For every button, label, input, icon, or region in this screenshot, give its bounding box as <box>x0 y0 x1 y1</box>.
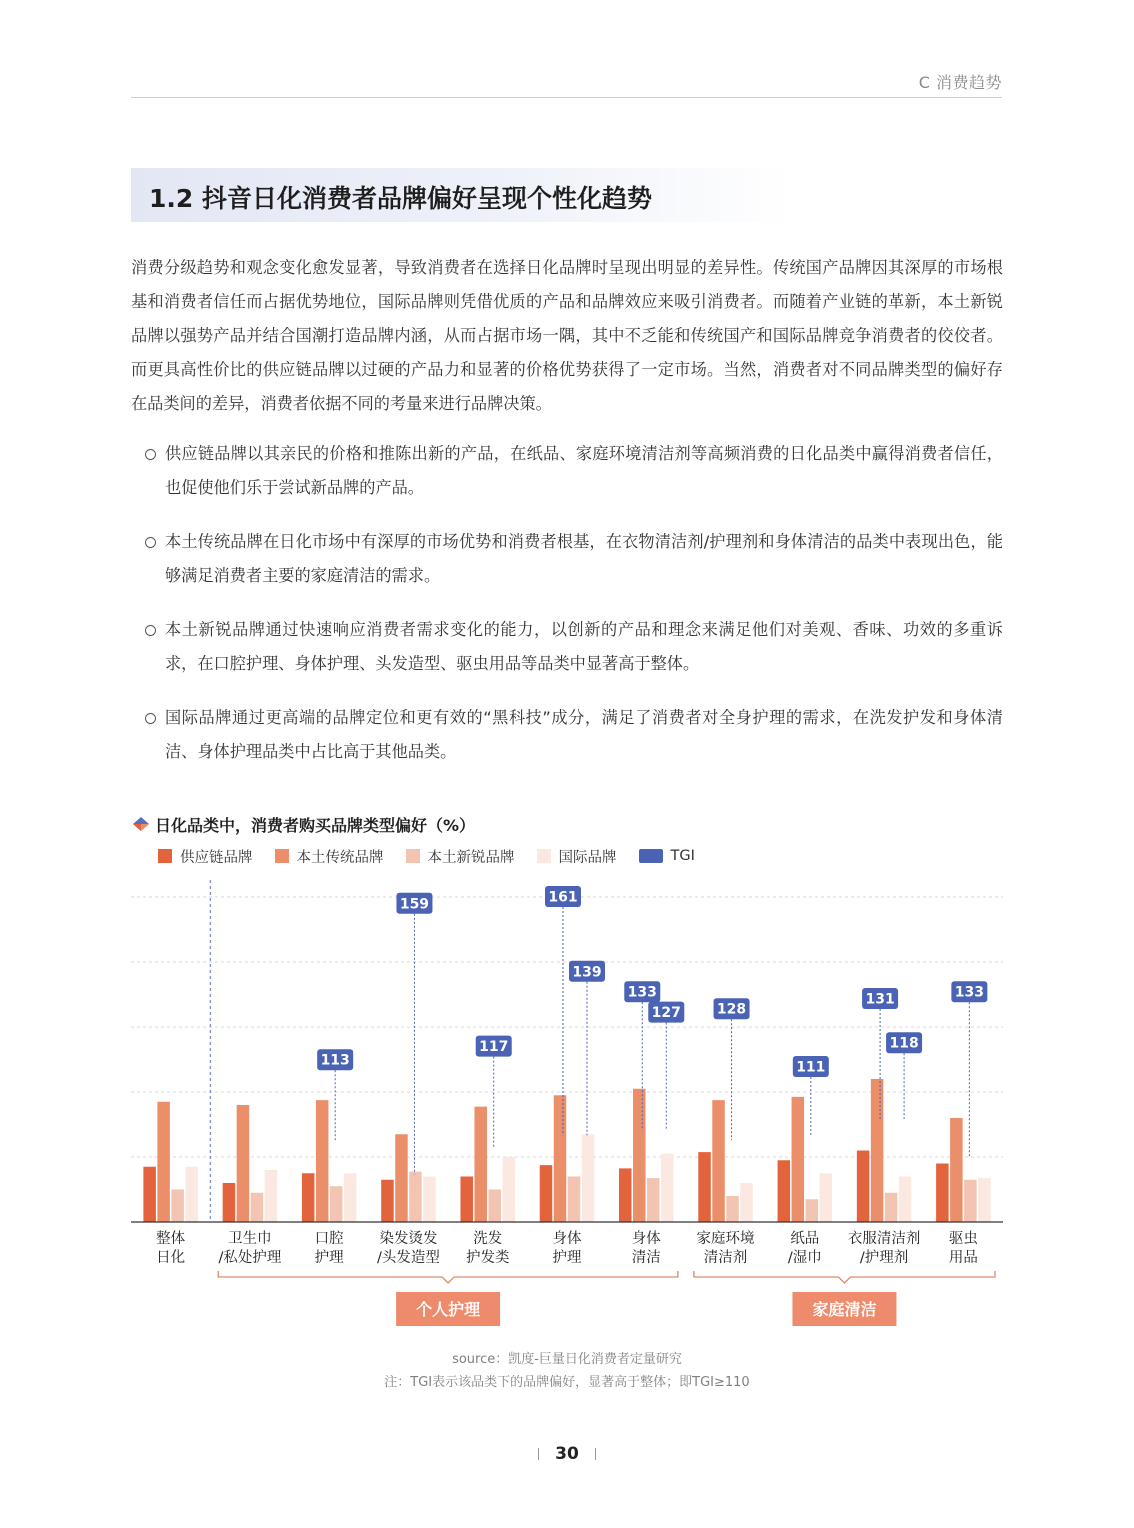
tgi-label: 113 <box>320 1052 350 1069</box>
bar <box>381 1180 394 1222</box>
page-number: 30 <box>555 1444 579 1464</box>
bar <box>726 1196 739 1222</box>
bar <box>712 1100 725 1222</box>
bar <box>251 1193 264 1222</box>
tgi-label: 139 <box>572 964 602 981</box>
bar <box>633 1089 646 1222</box>
group-bracket <box>218 1271 678 1283</box>
group-label: 家庭清洁 <box>812 1300 877 1319</box>
chart-title: 日化品类中，消费者购买品牌类型偏好（%） <box>155 816 476 835</box>
category-label: 衣服清洁剂 <box>847 1231 921 1247</box>
category-label: 驱虫 <box>948 1231 978 1247</box>
bar <box>698 1152 711 1222</box>
category-label: 家庭环境 <box>696 1231 755 1247</box>
bar <box>950 1118 963 1222</box>
bar <box>143 1167 156 1222</box>
bar <box>964 1180 977 1222</box>
category-label: 整体 <box>156 1231 186 1247</box>
bar <box>936 1164 949 1223</box>
bar <box>806 1199 819 1222</box>
bar <box>778 1160 791 1222</box>
intro-paragraph: 消费分级趋势和观念变化愈发显著，导致消费者在选择日化品牌时呈现出明显的差异性。传统国产品牌因其深厚的市场根基和消费者信任而占据优势地位，国际品牌则凭借优质的产品和品牌效应来吸引消费者。而随着产业链的革新，本土新锐品牌以强势产品并结合国潮打造品牌内涵，从而占据市场一隅，其中不乏能和传统国产和国际品牌竞争消费者的佼佼者。而更具高性价比的供应链品牌以过硬的产品力和显著的价格优势获得了一定市场。当然，消费者对不同品牌类型的偏好存在品类间的差异，消费者依据不同的考量来进行品牌决策。 <box>131 258 1003 413</box>
category-label: 清洁剂 <box>703 1250 748 1266</box>
legend-label: TGI <box>670 848 695 864</box>
legend-label: 本土新锐品牌 <box>427 849 515 866</box>
category-label: /护理剂 <box>859 1250 909 1266</box>
bullet-text: 本土传统品牌在日化市场中有深厚的市场优势和消费者根基，在衣物清洁剂/护理剂和身体清洁的品类中表现出色，能够满足消费者主要的家庭清洁的需求。 <box>165 532 1003 585</box>
category-label: 身体 <box>631 1231 661 1247</box>
bar <box>792 1097 805 1222</box>
tgi-label: 117 <box>479 1039 509 1056</box>
bar <box>423 1177 436 1223</box>
legend-label: 本土传统品牌 <box>296 849 384 866</box>
bar <box>885 1193 898 1222</box>
bar <box>871 1079 884 1222</box>
legend-label: 国际品牌 <box>558 849 617 866</box>
category-label: 护发类 <box>465 1250 510 1266</box>
bar <box>330 1186 343 1222</box>
tgi-label: 118 <box>889 1035 919 1052</box>
category-label: 身体 <box>552 1231 582 1247</box>
category-label: 口腔 <box>314 1231 344 1247</box>
bar <box>899 1177 912 1223</box>
bar <box>661 1154 674 1222</box>
bar <box>820 1173 833 1222</box>
bullet-text: 本土新锐品牌通过快速响应消费者需求变化的能力，以创新的产品和理念来满足他们对美观、香味、功效的多重诉求，在口腔护理、身体护理、头发造型、驱虫用品等品类中显著高于整体。 <box>165 620 1003 673</box>
legend-label: 供应链品牌 <box>180 849 253 866</box>
category-label: 染发烫发 <box>379 1231 438 1247</box>
source-note: source：凯度-巨量日化消费者定量研究 <box>452 1352 682 1367</box>
category-label: /私处护理 <box>218 1250 282 1266</box>
bar <box>488 1190 501 1223</box>
footnote: 注：TGI表示该品类下的品牌偏好，显著高于整体；即TGI≥110 <box>384 1375 750 1390</box>
tgi-label: 133 <box>954 984 984 1001</box>
section-title: 1.2 抖音日化消费者品牌偏好呈现个性化趋势 <box>149 184 652 213</box>
tgi-label: 161 <box>548 889 578 906</box>
bar <box>978 1178 991 1222</box>
group-label: 个人护理 <box>416 1300 481 1319</box>
tgi-label: 159 <box>399 896 430 913</box>
bar <box>582 1134 595 1222</box>
bar <box>171 1190 184 1223</box>
bar <box>185 1167 198 1222</box>
category-label: 护理 <box>552 1250 582 1266</box>
bar <box>344 1173 357 1222</box>
bar <box>395 1134 408 1222</box>
category-label: /湿巾 <box>787 1250 822 1266</box>
category-label: 日化 <box>156 1250 186 1266</box>
page-number-wrap <box>0 1444 1134 1464</box>
bar <box>302 1173 315 1222</box>
category-label: 用品 <box>948 1250 978 1266</box>
bar <box>409 1172 422 1222</box>
tgi-label: 133 <box>627 984 657 1001</box>
tgi-label: 128 <box>716 1001 747 1018</box>
bar <box>647 1178 660 1222</box>
bar <box>568 1177 581 1223</box>
category-label: 洗发 <box>473 1231 503 1247</box>
bar <box>554 1095 567 1222</box>
category-label: 护理 <box>314 1250 344 1266</box>
bar <box>237 1105 250 1222</box>
group-bracket <box>694 1271 995 1283</box>
bar <box>223 1183 236 1222</box>
page-number-divider <box>538 1448 539 1460</box>
tgi-label: 111 <box>796 1059 826 1076</box>
bar <box>157 1102 170 1222</box>
category-label: 卫生巾 <box>228 1231 272 1247</box>
bar <box>619 1168 632 1222</box>
running-header: C 消费趋势 <box>918 73 1002 92</box>
category-label: 纸品 <box>790 1231 820 1247</box>
bar <box>265 1170 278 1222</box>
page-number-divider <box>595 1448 596 1460</box>
bullet-text: 供应链品牌以其亲民的价格和推陈出新的产品，在纸品、家庭环境清洁剂等高频消费的日化品类中赢得消费者信任，也促使他们乐于尝试新品牌的产品。 <box>165 444 1003 497</box>
category-label: 清洁 <box>631 1250 661 1266</box>
bar <box>857 1151 870 1223</box>
category-label: /头发造型 <box>377 1250 440 1266</box>
tgi-label: 131 <box>865 991 895 1008</box>
bar <box>316 1100 329 1222</box>
bar <box>502 1157 515 1222</box>
tgi-label: 127 <box>651 1005 681 1022</box>
bar <box>474 1107 487 1222</box>
bar <box>540 1165 553 1222</box>
bullet-text: 国际品牌通过更高端的品牌定位和更有效的“黑科技”成分，满足了消费者对全身护理的需求，在洗发护发和身体清洁、身体护理品类中占比高于其他品类。 <box>165 708 1003 761</box>
bar <box>740 1183 753 1222</box>
bar <box>460 1177 473 1223</box>
